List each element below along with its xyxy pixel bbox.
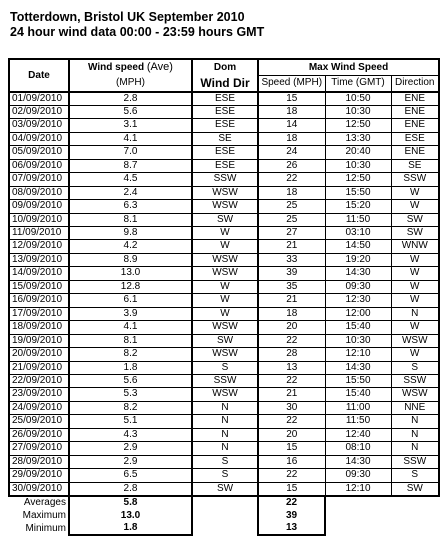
summary-empty — [391, 522, 439, 535]
table-row — [9, 401, 439, 414]
cell-wind-speed: 2.8 — [69, 482, 192, 496]
cell-max-speed: 18 — [258, 105, 325, 118]
cell-wind-speed: 9.8 — [69, 227, 192, 240]
header-wind-speed-unit: (MPH) — [69, 76, 192, 92]
summary-max-speed: 13 — [258, 522, 325, 535]
table-row — [9, 186, 439, 199]
cell-max-speed: 20 — [258, 428, 325, 441]
cell-date: 08/09/2010 — [9, 186, 69, 199]
summary-label: Maximum — [22, 509, 66, 521]
cell-max-direction: W — [391, 253, 439, 266]
cell-max-direction: SSW — [391, 375, 439, 388]
cell-dom-wind-dir: WSW — [192, 253, 258, 266]
cell-dom-wind-dir: W — [192, 227, 258, 240]
cell-dom-wind-dir: W — [192, 294, 258, 307]
cell-dom-wind-dir: WSW — [192, 348, 258, 361]
cell-date: 05/09/2010 — [9, 146, 69, 159]
cell-wind-speed: 5.1 — [69, 415, 192, 428]
cell-max-direction: N — [391, 428, 439, 441]
cell-max-speed: 15 — [258, 482, 325, 496]
header-wind-dir: Wind Dir — [192, 76, 258, 92]
table-row — [9, 482, 439, 496]
cell-max-speed: 21 — [258, 294, 325, 307]
cell-max-direction: SSW — [391, 455, 439, 468]
table-row — [9, 253, 439, 266]
cell-date: 07/09/2010 — [9, 173, 69, 186]
cell-max-speed: 13 — [258, 361, 325, 374]
cell-date: 18/09/2010 — [9, 321, 69, 334]
cell-dom-wind-dir: W — [192, 240, 258, 253]
cell-date: 28/09/2010 — [9, 455, 69, 468]
cell-max-direction: ESE — [391, 132, 439, 145]
cell-wind-speed: 2.9 — [69, 442, 192, 455]
cell-max-time: 10:30 — [325, 334, 391, 347]
cell-max-direction: WSW — [391, 388, 439, 401]
table-row — [9, 119, 439, 132]
table-row — [9, 280, 439, 293]
header-wind-speed-ave: (Ave) — [146, 61, 173, 74]
cell-max-direction: N — [391, 442, 439, 455]
cell-date: 12/09/2010 — [9, 240, 69, 253]
cell-date: 03/09/2010 — [9, 119, 69, 132]
table-row — [9, 159, 439, 172]
cell-max-time: 11:50 — [325, 415, 391, 428]
cell-max-time: 10:30 — [325, 159, 391, 172]
summary-max-speed: 22 — [258, 496, 325, 509]
cell-max-direction: WSW — [391, 334, 439, 347]
summary-empty — [325, 522, 391, 535]
cell-date: 11/09/2010 — [9, 227, 69, 240]
cell-wind-speed: 8.7 — [69, 159, 192, 172]
cell-dom-wind-dir: N — [192, 401, 258, 414]
cell-date: 26/09/2010 — [9, 428, 69, 441]
cell-dom-wind-dir: S — [192, 455, 258, 468]
table-row — [9, 213, 439, 226]
cell-max-direction: W — [391, 321, 439, 334]
cell-max-speed: 14 — [258, 119, 325, 132]
header-date: Date — [9, 59, 69, 92]
cell-max-speed: 25 — [258, 213, 325, 226]
cell-max-time: 13:30 — [325, 132, 391, 145]
cell-max-direction: W — [391, 348, 439, 361]
cell-max-time: 12:10 — [325, 482, 391, 496]
cell-max-time: 12:50 — [325, 119, 391, 132]
cell-max-direction: WNW — [391, 240, 439, 253]
summary-empty — [325, 496, 391, 509]
cell-max-speed: 20 — [258, 321, 325, 334]
cell-max-time: 14:30 — [325, 455, 391, 468]
cell-date: 19/09/2010 — [9, 334, 69, 347]
cell-max-direction: ENE — [391, 119, 439, 132]
table-row — [9, 146, 439, 159]
cell-dom-wind-dir: SW — [192, 334, 258, 347]
summary-row — [9, 522, 439, 535]
cell-dom-wind-dir: SSW — [192, 173, 258, 186]
table-row — [9, 415, 439, 428]
cell-date: 25/09/2010 — [9, 415, 69, 428]
cell-wind-speed: 5.6 — [69, 105, 192, 118]
cell-max-time: 15:40 — [325, 388, 391, 401]
table-row — [9, 105, 439, 118]
cell-wind-speed: 4.2 — [69, 240, 192, 253]
cell-max-time: 12:00 — [325, 307, 391, 320]
cell-max-speed: 27 — [258, 227, 325, 240]
cell-dom-wind-dir: WSW — [192, 321, 258, 334]
cell-max-time: 12:10 — [325, 348, 391, 361]
summary-max-speed: 39 — [258, 510, 325, 522]
cell-max-direction: SSW — [391, 173, 439, 186]
report-title: Totterdown, Bristol UK September 2010 — [10, 10, 245, 24]
cell-date: 01/09/2010 — [9, 92, 69, 106]
cell-max-speed: 22 — [258, 469, 325, 482]
cell-wind-speed: 6.5 — [69, 469, 192, 482]
cell-max-direction: ENE — [391, 105, 439, 118]
cell-max-speed: 18 — [258, 132, 325, 145]
cell-max-speed: 28 — [258, 348, 325, 361]
cell-wind-speed: 13.0 — [69, 267, 192, 280]
cell-max-direction: ENE — [391, 146, 439, 159]
header-direction: Direction — [391, 76, 439, 92]
cell-max-time: 10:50 — [325, 92, 391, 106]
cell-max-time: 14:50 — [325, 240, 391, 253]
table-row — [9, 348, 439, 361]
table-row — [9, 200, 439, 213]
cell-date: 24/09/2010 — [9, 401, 69, 414]
cell-max-time: 03:10 — [325, 227, 391, 240]
cell-wind-speed: 4.5 — [69, 173, 192, 186]
cell-dom-wind-dir: WSW — [192, 267, 258, 280]
cell-max-time: 09:30 — [325, 280, 391, 293]
cell-max-time: 11:50 — [325, 213, 391, 226]
cell-wind-speed: 12.8 — [69, 280, 192, 293]
cell-wind-speed: 3.1 — [69, 119, 192, 132]
cell-date: 13/09/2010 — [9, 253, 69, 266]
cell-max-time: 10:30 — [325, 105, 391, 118]
cell-max-speed: 30 — [258, 401, 325, 414]
cell-max-speed: 22 — [258, 375, 325, 388]
cell-date: 10/09/2010 — [9, 213, 69, 226]
cell-dom-wind-dir: N — [192, 442, 258, 455]
summary-wind-speed: 13.0 — [69, 510, 192, 522]
cell-dom-wind-dir: SW — [192, 213, 258, 226]
cell-dom-wind-dir: S — [192, 469, 258, 482]
cell-date: 16/09/2010 — [9, 294, 69, 307]
cell-dom-wind-dir: ESE — [192, 119, 258, 132]
cell-max-speed: 24 — [258, 146, 325, 159]
cell-wind-speed: 2.4 — [69, 186, 192, 199]
cell-date: 17/09/2010 — [9, 307, 69, 320]
cell-max-time: 08:10 — [325, 442, 391, 455]
cell-date: 22/09/2010 — [9, 375, 69, 388]
cell-max-time: 20:40 — [325, 146, 391, 159]
cell-date: 27/09/2010 — [9, 442, 69, 455]
header-max-wind-speed: Max Wind Speed — [258, 59, 439, 76]
table-row — [9, 267, 439, 280]
summary-wind-speed: 1.8 — [69, 522, 192, 535]
cell-max-direction: SW — [391, 482, 439, 496]
table-row — [9, 334, 439, 347]
cell-max-speed: 18 — [258, 307, 325, 320]
summary-empty — [192, 510, 258, 522]
cell-dom-wind-dir: N — [192, 415, 258, 428]
cell-date: 30/09/2010 — [9, 482, 69, 496]
cell-wind-speed: 8.1 — [69, 334, 192, 347]
cell-dom-wind-dir: WSW — [192, 186, 258, 199]
cell-wind-speed: 3.9 — [69, 307, 192, 320]
table-row — [9, 388, 439, 401]
summary-empty — [391, 496, 439, 509]
cell-wind-speed: 1.8 — [69, 361, 192, 374]
table-row — [9, 428, 439, 441]
cell-max-speed: 16 — [258, 455, 325, 468]
cell-max-direction: W — [391, 200, 439, 213]
cell-date: 09/09/2010 — [9, 200, 69, 213]
cell-max-time: 12:50 — [325, 173, 391, 186]
wind-data-table — [8, 58, 440, 536]
cell-date: 14/09/2010 — [9, 267, 69, 280]
cell-wind-speed: 4.3 — [69, 428, 192, 441]
cell-dom-wind-dir: W — [192, 307, 258, 320]
cell-max-direction: W — [391, 186, 439, 199]
header-wind-speed-label: Wind speed — [88, 62, 145, 74]
cell-max-direction: W — [391, 294, 439, 307]
cell-date: 23/09/2010 — [9, 388, 69, 401]
cell-date: 04/09/2010 — [9, 132, 69, 145]
cell-max-direction: SE — [391, 159, 439, 172]
cell-max-speed: 25 — [258, 200, 325, 213]
cell-max-time: 09:30 — [325, 469, 391, 482]
cell-max-time: 14:30 — [325, 361, 391, 374]
cell-max-speed: 22 — [258, 173, 325, 186]
table-row — [9, 92, 439, 106]
cell-max-speed: 22 — [258, 415, 325, 428]
header-time-gmt: Time (GMT) — [325, 76, 391, 92]
cell-max-speed: 15 — [258, 442, 325, 455]
summary-empty — [325, 510, 391, 522]
table-row — [9, 307, 439, 320]
cell-wind-speed: 5.3 — [69, 388, 192, 401]
table-row — [9, 442, 439, 455]
cell-date: 15/09/2010 — [9, 280, 69, 293]
summary-empty — [391, 510, 439, 522]
cell-max-time: 15:20 — [325, 200, 391, 213]
cell-dom-wind-dir: ESE — [192, 146, 258, 159]
table-row — [9, 227, 439, 240]
cell-max-direction: S — [391, 469, 439, 482]
cell-wind-speed: 4.1 — [69, 321, 192, 334]
cell-wind-speed: 8.1 — [69, 213, 192, 226]
cell-wind-speed: 6.3 — [69, 200, 192, 213]
cell-wind-speed: 2.9 — [69, 455, 192, 468]
cell-wind-speed: 4.1 — [69, 132, 192, 145]
cell-dom-wind-dir: SSW — [192, 375, 258, 388]
cell-max-time: 15:50 — [325, 186, 391, 199]
cell-dom-wind-dir: ESE — [192, 92, 258, 106]
cell-wind-speed: 2.8 — [69, 92, 192, 106]
cell-max-time: 11:00 — [325, 401, 391, 414]
table-row — [9, 132, 439, 145]
header-dom: Dom — [192, 59, 258, 76]
table-row — [9, 361, 439, 374]
cell-dom-wind-dir: S — [192, 361, 258, 374]
cell-max-time: 19:20 — [325, 253, 391, 266]
cell-dom-wind-dir: WSW — [192, 388, 258, 401]
cell-max-speed: 15 — [258, 92, 325, 106]
cell-max-time: 12:30 — [325, 294, 391, 307]
cell-max-direction: W — [391, 267, 439, 280]
cell-max-direction: ENE — [391, 92, 439, 106]
cell-wind-speed: 6.1 — [69, 294, 192, 307]
cell-date: 21/09/2010 — [9, 361, 69, 374]
table-row — [9, 375, 439, 388]
header-wind-speed — [69, 59, 192, 76]
cell-max-time: 15:50 — [325, 375, 391, 388]
cell-max-direction: W — [391, 280, 439, 293]
cell-max-speed: 35 — [258, 280, 325, 293]
summary-label: Minimum — [25, 522, 66, 534]
cell-dom-wind-dir: SW — [192, 482, 258, 496]
cell-max-speed: 26 — [258, 159, 325, 172]
summary-wind-speed: 5.8 — [69, 496, 192, 509]
cell-max-direction: NNE — [391, 401, 439, 414]
cell-max-speed: 21 — [258, 240, 325, 253]
table-row — [9, 294, 439, 307]
cell-max-time: 12:40 — [325, 428, 391, 441]
cell-dom-wind-dir: ESE — [192, 159, 258, 172]
cell-wind-speed: 7.0 — [69, 146, 192, 159]
cell-wind-speed: 8.2 — [69, 348, 192, 361]
cell-date: 06/09/2010 — [9, 159, 69, 172]
cell-wind-speed: 8.2 — [69, 401, 192, 414]
table-row — [9, 469, 439, 482]
cell-date: 20/09/2010 — [9, 348, 69, 361]
table-row — [9, 173, 439, 186]
table-row — [9, 240, 439, 253]
cell-max-direction: SW — [391, 227, 439, 240]
cell-dom-wind-dir: N — [192, 428, 258, 441]
cell-max-speed: 33 — [258, 253, 325, 266]
cell-max-speed: 39 — [258, 267, 325, 280]
cell-dom-wind-dir: W — [192, 280, 258, 293]
report-subtitle: 24 hour wind data 00:00 - 23:59 hours GMT — [10, 25, 265, 39]
summary-label: Averages — [23, 497, 66, 509]
summary-empty — [192, 496, 258, 509]
cell-dom-wind-dir: WSW — [192, 200, 258, 213]
summary-row — [9, 510, 439, 522]
cell-wind-speed: 5.6 — [69, 375, 192, 388]
cell-date: 29/09/2010 — [9, 469, 69, 482]
table-row — [9, 455, 439, 468]
cell-max-direction: S — [391, 361, 439, 374]
cell-date: 02/09/2010 — [9, 105, 69, 118]
cell-dom-wind-dir: SE — [192, 132, 258, 145]
cell-wind-speed: 8.9 — [69, 253, 192, 266]
cell-max-speed: 18 — [258, 186, 325, 199]
cell-max-time: 15:40 — [325, 321, 391, 334]
table-row — [9, 321, 439, 334]
cell-max-direction: N — [391, 415, 439, 428]
summary-row — [9, 496, 439, 509]
cell-dom-wind-dir: ESE — [192, 105, 258, 118]
cell-max-direction: SW — [391, 213, 439, 226]
cell-max-speed: 21 — [258, 388, 325, 401]
header-speed-mph: Speed (MPH) — [258, 76, 325, 92]
summary-empty — [192, 522, 258, 535]
cell-max-direction: N — [391, 307, 439, 320]
cell-max-speed: 22 — [258, 334, 325, 347]
cell-max-time: 14:30 — [325, 267, 391, 280]
